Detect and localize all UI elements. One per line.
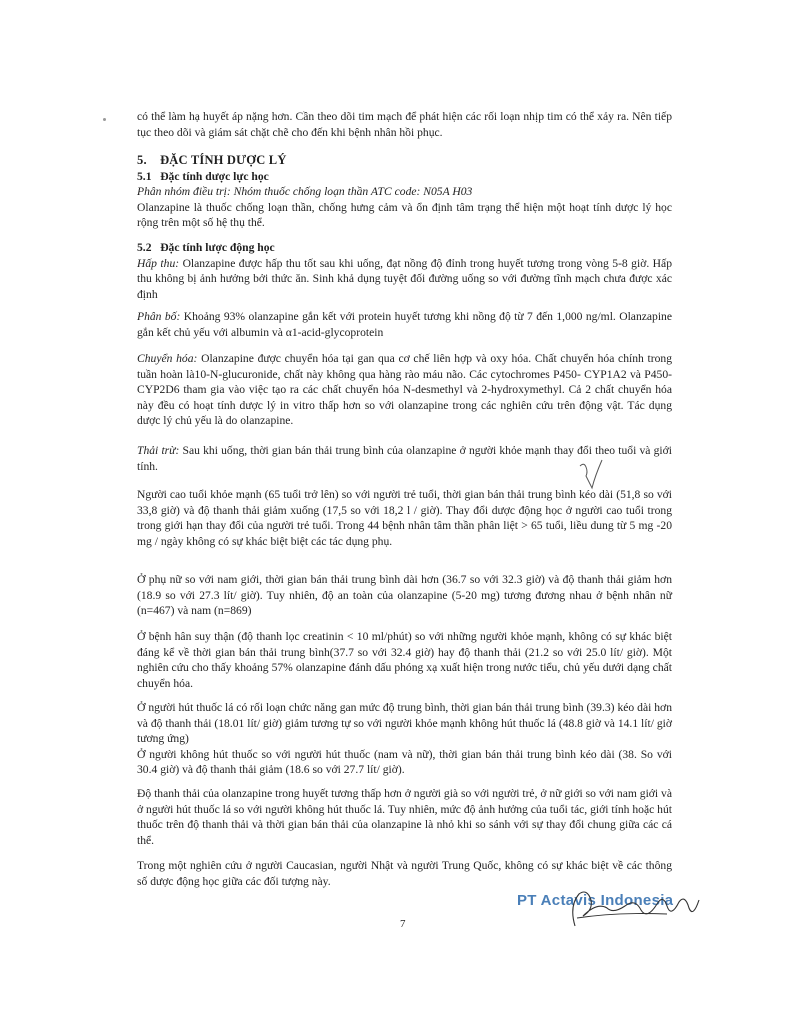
- distribution-block: [137, 309, 672, 340]
- absorption-paragraph: [137, 256, 672, 303]
- elderly-block: [137, 487, 672, 549]
- smokers-block: [137, 700, 672, 778]
- section-5: [137, 153, 672, 231]
- therapeutic-group: Phân nhóm điều trị: Nhóm thuốc chống loạn thần ATC code: N05A H03: [137, 185, 473, 199]
- intro-paragraph: [137, 109, 672, 140]
- handwritten-check-mark: [578, 458, 604, 490]
- nonsmokers-paragraph: Ở người không hút thuốc so với người hút thuốc (nam và nữ), thời gian bán thải trung bình kéo dài (38. So với 30.4 giờ) và độ thanh thải giảm (18.6 so với 27.7 lít/ giờ).: [137, 747, 672, 777]
- handwritten-signature: [517, 888, 702, 928]
- absorption-text: Olanzapine được hấp thu tốt sau khi uống, đạt nồng độ đỉnh trong huyết tương trong vòng 5-8 giờ. Hấp thu không bị ảnh hưởng bởi thức ăn. Sinh khả dụng tuyệt đối đường uống so với đường tĩnh mạch chưa được xác định: [137, 256, 672, 301]
- clearance-paragraph: Độ thanh thải của olanzapine trong huyết tương thấp hơn ở người già so với người trẻ, ở nữ giới so với nam giới và ở người hút thuốc lá so với người không hút thuốc lá. Tuy nhiên, mức độ ảnh hưởng của tuổi tác, giới tính hoặc hút thuốc trên độ thanh thải và thời gian bán thải của olanzapine là nhỏ khi so sánh với sự thay đổi chung giữa các cá thể.: [137, 787, 672, 847]
- women-block: [137, 572, 672, 619]
- pharmacodynamics-text: Olanzapine là thuốc chống loạn thần, chống hưng cảm và ổn định tâm trạng thể hiện một hoạt tính dược lý học rộng trên một số hệ thụ thể.: [137, 200, 672, 230]
- renal-block: [137, 629, 672, 691]
- absorption-label: Hấp thu:: [137, 256, 180, 270]
- distribution-label: Phân bố:: [137, 310, 181, 323]
- metabolism-text: Olanzapine được chuyển hóa tại gan qua cơ chế liên hợp và oxy hóa. Chất chuyển hóa chính trong tuần hoàn là10-N-glucuronide, chất này không qua hàng rào máu não. Các cytochromes P450- CYP1A2 và P450-CYP2D6 tham gia vào việc tạo ra các chất chuyển hóa N-desmethyl và 2-hydroxymethyl. Cả 2 chất chuyển hóa này đều có hoạt tính dược lý in vitro thấp hơn so với olanzapine trong các nghiên cứu trên động vật. Tác dụng dược lý chủ yếu là do olanzapine.: [137, 352, 672, 428]
- women-paragraph: Ở phụ nữ so với nam giới, thời gian bán thải trung bình dài hơn (36.7 so với 32.3 giờ) và độ thanh thải giảm hơn (18.9 so với 27.3 lít/ giờ). Tuy nhiên, độ an toàn của olanzapine (5-20 mg) tương đương nhau ở bệnh nhân nữ (n=467) và nam (n=869): [137, 573, 672, 618]
- section-5-1-heading: 5.1 Đặc tính dược lực học: [137, 169, 269, 183]
- distribution-text: Khoảng 93% olanzapine gắn kết với protein huyết tương khi nồng độ từ 7 đến 1,000 ng/ml. Olanzapine gắn kết chủ yếu với albumin và α1-acid-glycoprotein: [137, 310, 672, 339]
- company-stamp-text: PT Actavis Indonesia: [517, 892, 674, 909]
- smokers-paragraph: Ở người hút thuốc lá có rối loạn chức năng gan mức độ trung bình, thời gian bán thải trung bình (39.3) kéo dài hơn và độ thanh thải (18.01 lít/ giờ) giảm tương tự so với người khỏe mạnh không hút thuốc lá (48.8 giờ và 14.1 lít/ giờ tương ứng): [137, 701, 672, 746]
- elderly-paragraph: Người cao tuổi khỏe mạnh (65 tuổi trở lên) so với người trẻ tuổi, thời gian bán thải trung bình kéo dài (51,8 so với 33,8 giờ) và độ thanh thải giảm xuống (17,5 so với 18,2 l / giờ). Thay đổi dược động học ở người cao tuổi trong trong giới hạn thay đổi của người trẻ tuổi. Trong 44 bệnh nhân tâm thần phân liệt > 65 tuổi, liều dung từ 5 mg -20 mg / ngày không có sự khác biệt biệt các tác dụng phụ.: [137, 488, 672, 548]
- scan-speck: [103, 118, 106, 121]
- section-5-2: [137, 240, 672, 302]
- clearance-block: [137, 786, 672, 848]
- renal-paragraph: Ở bệnh hân suy thận (độ thanh lọc creatinin < 10 ml/phút) so với những người khỏe mạnh, không có sự khác biệt đáng kể về thời gian bán thải trung bình(37.7 so với 32.4 giờ) hay độ thanh thải (21.2 so với 25.0 lít/ giờ). Một nghiên cứu cho thấy khoảng 57% olanzapine đánh dấu phóng xạ xuất hiện trong nước tiểu, chủ yếu dưới dạng chất chuyển hóa.: [137, 630, 672, 690]
- section-5-2-heading: 5.2 Đặc tính lược động học: [137, 241, 275, 254]
- company-stamp: [517, 888, 702, 928]
- metabolism-paragraph: [137, 351, 672, 429]
- page-number: 7: [400, 918, 406, 930]
- distribution-paragraph: [137, 309, 672, 340]
- elimination-label: Thải trừ:: [137, 444, 180, 457]
- ethnic-block: [137, 858, 672, 889]
- ethnic-paragraph: Trong một nghiên cứu ở người Caucasian, người Nhật và người Trung Quốc, không có sự khác biệt về các thông số dược động học giữa các đối tượng này.: [137, 859, 672, 888]
- elimination-text: Sau khi uống, thời gian bán thải trung bình của olanzapine ở người khỏe mạnh thay đổi theo tuổi và giới tính.: [137, 444, 672, 473]
- metabolism-block: [137, 351, 672, 429]
- intro-text: có thể làm hạ huyết áp nặng hơn. Cần theo dõi tim mạch để phát hiện các rối loạn nhịp tim có thể xảy ra. Nên tiếp tục theo dõi và giám sát chặt chẽ cho đến khi bệnh nhân hồi phục.: [137, 110, 672, 139]
- metabolism-label: Chuyển hóa:: [137, 352, 198, 365]
- section-5-heading: 5. ĐẶC TÍNH DƯỢC LÝ: [137, 153, 287, 167]
